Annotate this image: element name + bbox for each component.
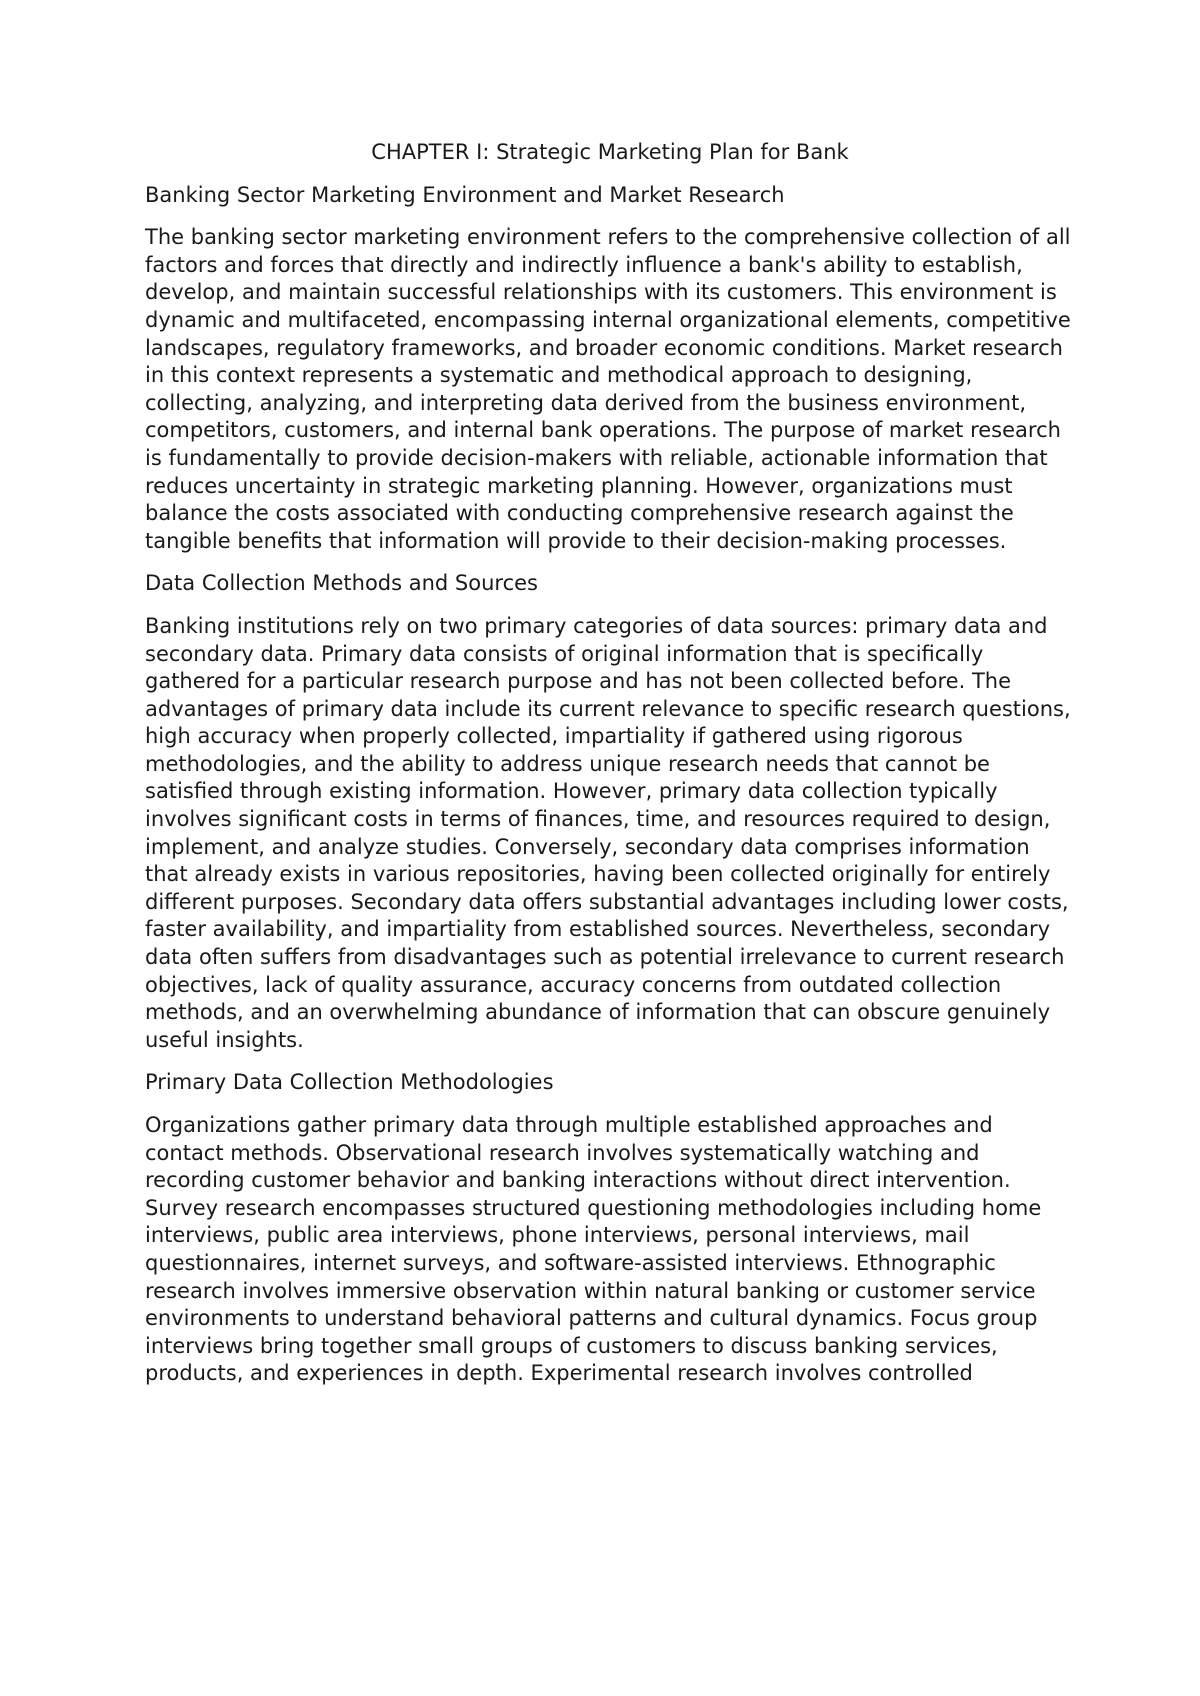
- section-heading-primary-methodologies: Primary Data Collection Methodologies: [145, 1070, 554, 1095]
- chapter-title: CHAPTER I: Strategic Marketing Plan for Bank: [371, 140, 849, 164]
- section-heading-data-collection: Data Collection Methods and Sources: [145, 571, 538, 596]
- document-body: [145, 139, 1075, 1403]
- section-paragraph-marketing-environment: The banking sector marketing environment refers to the comprehensive collection of all factors and forces that directly and indirectly influence a bank's ability to establish, develop, and maintain successful relationships with its customers. This environment is dynamic and multifaceted, encompassing internal organizational elements, competitive landscapes, regulatory frameworks, and broader economic conditions. Market research in this context represents a systematic and methodical approach to designing, collecting, analyzing, and interpreting data derived from the business environment, competitors, customers, and internal bank operations. The purpose of market research is fundamentally to provide decision-makers with reliable, actionable information that reduces uncertainty in strategic marketing planning. However, organizations must balance the costs associated with conducting comprehensive research against the tangible benefits that information will provide to their decision-making processes.: [145, 225, 1071, 553]
- section-paragraph-data-collection: Banking institutions rely on two primary categories of data sources: primary data and secondary data. Primary data consists of original information that is specifically gathered for a particular research purpose and has not been collected before. The advantages of primary data include its current relevance to specific research questions, high accuracy when properly collected, impartiality if gathered using rigorous methodologies, and the ability to address unique research needs that cannot be satisfied through existing information. However, primary data collection typically involves significant costs in terms of finances, time, and resources required to design, implement, and analyze studies. Conversely, secondary data comprises information that already exists in various repositories, having been collected originally for entirely different purposes. Secondary data offers substantial advantages including lower costs, faster availability, and impartiality from established sources. Nevertheless, secondary data often suffers from disadvantages such as potential irrelevance to current research objectives, lack of quality assurance, accuracy concerns from outdated collection methods, and an overwhelming abundance of information that can obscure genuinely useful insights.: [145, 613, 1071, 1052]
- section-heading-marketing-environment: Banking Sector Marketing Environment and Market Research: [145, 182, 785, 207]
- section-paragraph-primary-methodologies: Organizations gather primary data through multiple established approaches and contact methods. Observational research involves systematically watching and recording customer behavior and banking interactions without direct intervention. Survey research encompasses structured questioning methodologies including home interviews, public area interviews, phone interviews, personal interviews, mail questionnaires, internet surveys, and software-assisted interviews. Ethnographic research involves immersive observation within natural banking or customer service environments to understand behavioral patterns and cultural dynamics. Focus group interviews bring together small groups of customers to discuss banking services, products, and experiences in depth. Experimental research involves controlled: [145, 1113, 1042, 1386]
